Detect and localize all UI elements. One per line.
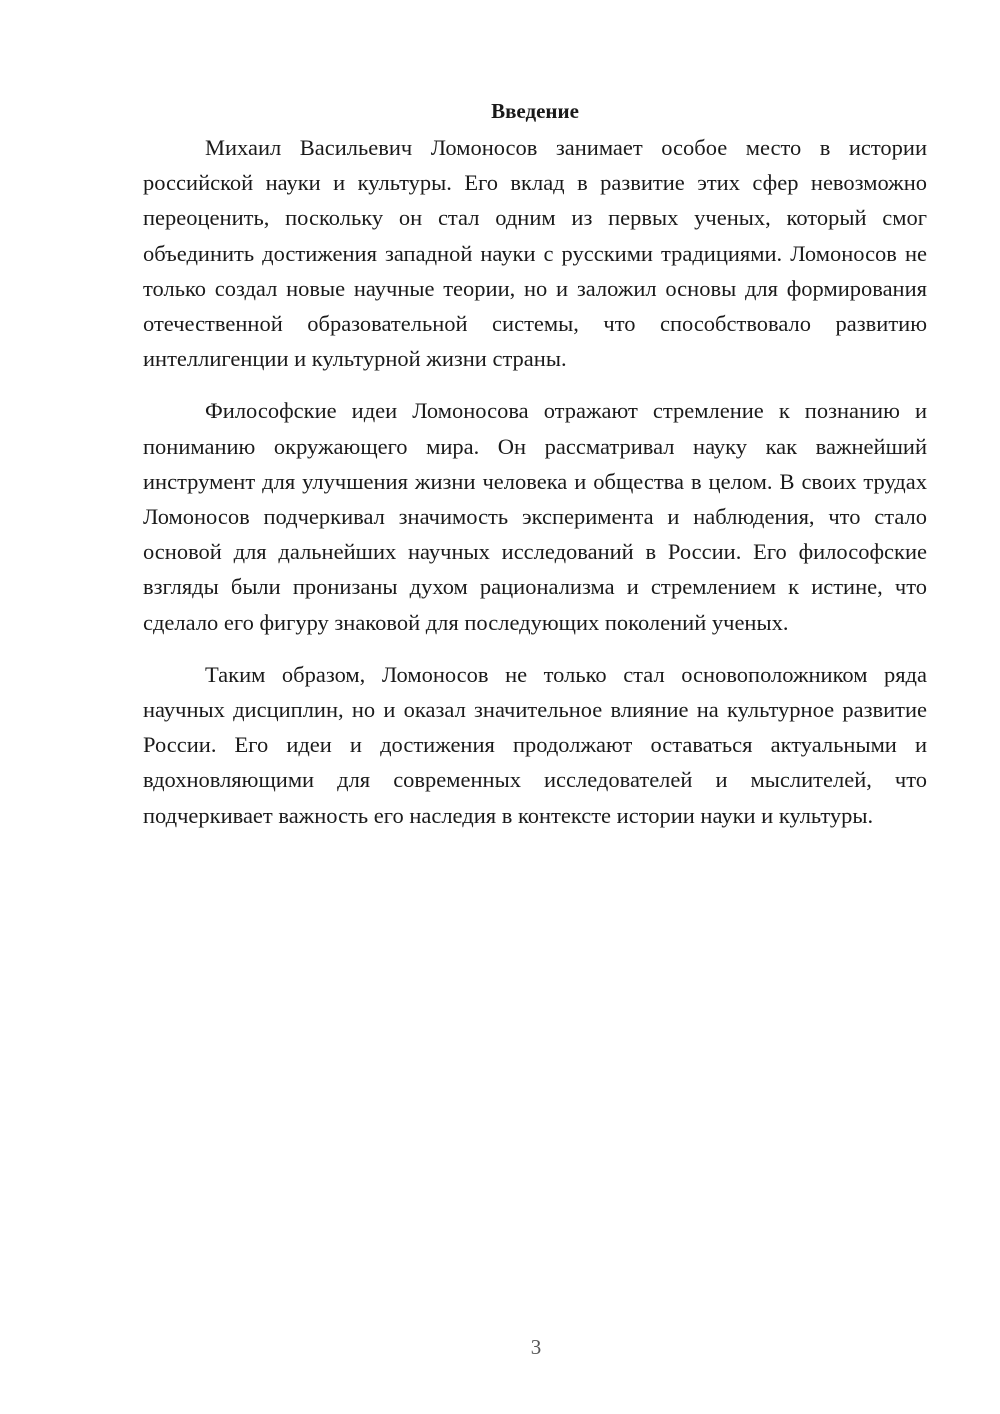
paragraph-1: Михаил Васильевич Ломоносов занимает особое место в истории российской науки и культуры. Его вклад в развитие этих сфер невозможно переоценить, поскольку он стал одним из первых ученых, который смог объединить достижения западной науки с русскими традициями. Ломоносов не только создал новые научные теории, но и заложил основы для формирования отечественной образовательной системы, что способствовало развитию интеллигенции и культурной жизни страны. (143, 135, 927, 372)
section-heading: Введение (491, 99, 579, 123)
paragraph-3: Таким образом, Ломоносов не только стал основоположником ряда научных дисциплин, но и оказал значительное влияние на культурное развитие России. Его идеи и достижения продолжают оставаться актуальными и вдохновляющими для современных исследователей и мыслителей, что подчеркивает важность его наследия в контексте истории науки и культуры. (143, 661, 927, 828)
page-number: 3 (530, 1335, 542, 1359)
paragraph-2: Философские идеи Ломоносова отражают стремление к познанию и пониманию окружающего мира. Он рассматривал науку как важнейший инструмент для улучшения жизни человека и общества в целом. В своих трудах Ломоносов подчеркивал значимость эксперимента и наблюдения, что стало основой для дальнейших научных исследований в России. Его философские взгляды были пронизаны духом рационализма и стремлением к истине, что сделало его фигуру знаковой для последующих поколений ученых. (143, 398, 927, 635)
page-content (143, 96, 927, 850)
